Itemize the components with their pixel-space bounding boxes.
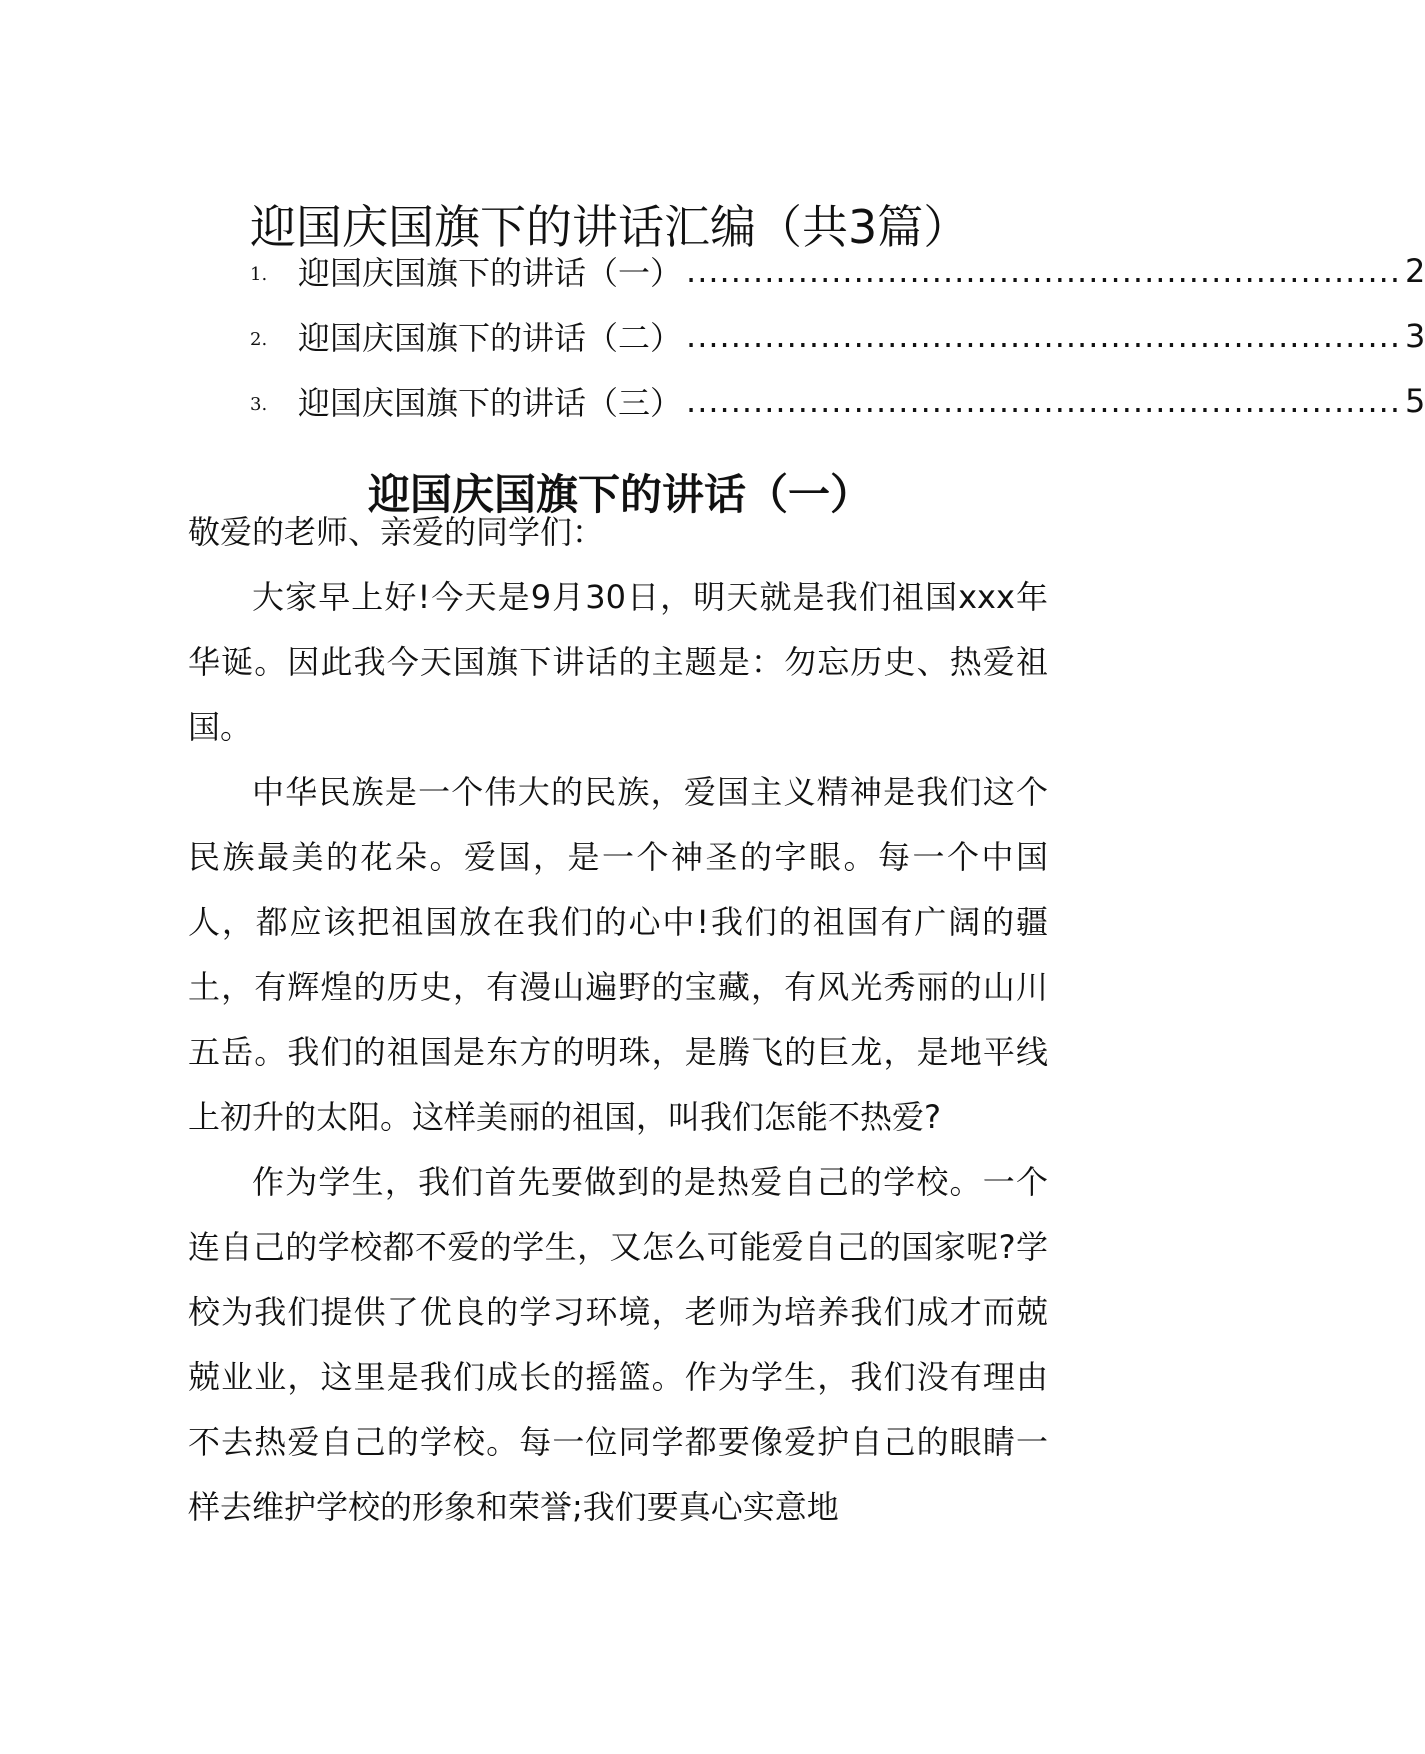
toc-leader-dots: ................................................................ — [686, 381, 1402, 420]
toc-label: 迎国庆国旗下的讲话（二） — [298, 318, 683, 357]
section-title: 迎国庆国旗下的讲话（一） — [367, 469, 872, 519]
speech-body — [188, 500, 1048, 1540]
toc-label: 迎国庆国旗下的讲话（三） — [298, 383, 683, 422]
toc-number: 2. — [250, 329, 268, 350]
toc-item[interactable] — [250, 238, 1425, 303]
toc-number: 1. — [250, 264, 268, 285]
toc-leader-dots: ................................................................ — [686, 251, 1402, 290]
paragraph: 大家早上好!今天是9月30日，明天就是我们祖国xxx年华诞。因此我今天国旗下讲话的主题是：勿忘历史、热爱祖国。 — [188, 578, 1048, 746]
toc-number: 3. — [250, 394, 268, 415]
toc-label: 迎国庆国旗下的讲话（一） — [298, 253, 683, 292]
document-title: 迎国庆国旗下的讲话汇编（共3篇） — [250, 199, 970, 254]
toc-page-number: 3 — [1405, 316, 1425, 355]
salutation: 敬爱的老师、亲爱的同学们： — [188, 513, 605, 551]
toc-page-number: 2 — [1405, 251, 1425, 290]
toc-item[interactable] — [250, 303, 1425, 368]
toc-item[interactable] — [250, 368, 1425, 433]
paragraph: 作为学生，我们首先要做到的是热爱自己的学校。一个连自己的学校都不爱的学生，又怎么可能爱自己的国家呢?学校为我们提供了优良的学习环境，老师为培养我们成才而兢兢业业，这里是我们成长的摇篮。作为学生，我们没有理由不去热爱自己的学校。每一位同学都要像爱护自己的眼睛一样去维护学校的形象和荣誉;我们要真心实意地 — [188, 1163, 1048, 1526]
toc-page-number: 5 — [1405, 381, 1425, 420]
toc-leader-dots: ................................................................ — [686, 316, 1402, 355]
table-of-contents — [250, 238, 1425, 433]
paragraph: 中华民族是一个伟大的民族，爱国主义精神是我们这个民族最美的花朵。爱国，是一个神圣的字眼。每一个中国人，都应该把祖国放在我们的心中!我们的祖国有广阔的疆土，有辉煌的历史，有漫山遍野的宝藏，有风光秀丽的山川五岳。我们的祖国是东方的明珠，是腾飞的巨龙，是地平线上初升的太阳。这样美丽的祖国，叫我们怎能不热爱? — [188, 773, 1048, 1136]
